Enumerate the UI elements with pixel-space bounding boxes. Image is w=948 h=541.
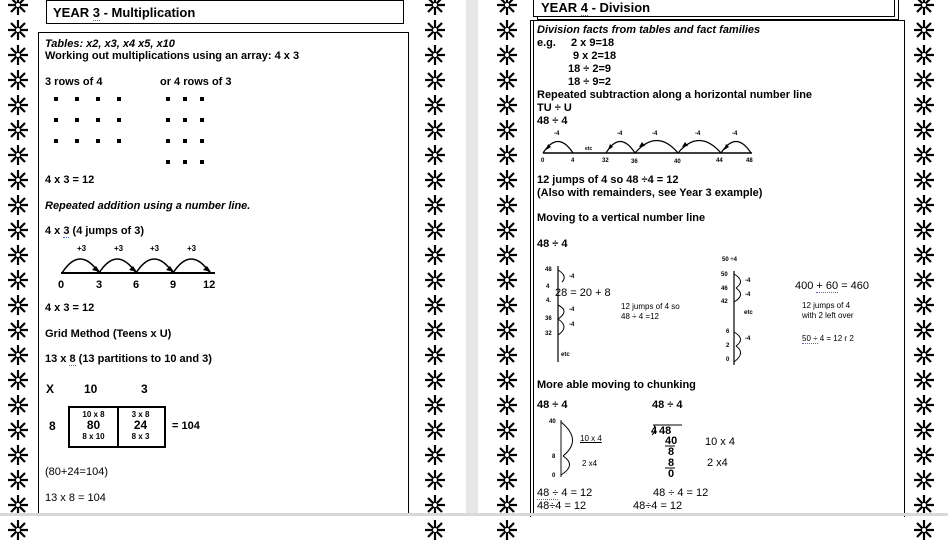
partition-prefix: 13 x: [45, 353, 70, 365]
jump-label: -4: [732, 131, 738, 137]
vline1-note-2: 48 ÷ 4 =12: [621, 312, 659, 321]
result-left-1: [537, 487, 592, 500]
title-prefix: YEAR: [541, 0, 581, 15]
left-over-2: with 2 left over: [802, 311, 854, 320]
tick-label: 6: [726, 329, 730, 335]
result-l1a: 48 ÷: [537, 487, 559, 499]
tick-label: 6: [133, 279, 140, 291]
tick-label: 40: [549, 419, 556, 425]
tick-label: 8: [552, 454, 556, 460]
jump-label: -4: [745, 336, 751, 342]
jump-label: -4: [695, 131, 701, 137]
chunk-example-left: 48 ÷ 4: [537, 399, 568, 411]
vline1-note-1: 12 jumps of 4 so: [621, 302, 680, 311]
result-l1b: 4 = 12: [558, 487, 593, 499]
tick-label: 36: [545, 316, 552, 322]
chunking-heading: More able moving to chunking: [537, 379, 696, 391]
tick-label: 4: [546, 284, 550, 290]
tick-label: 42: [721, 299, 728, 305]
example-1: 48 ÷ 4: [537, 115, 568, 127]
left-over-1: 12 jumps of 4: [802, 301, 851, 310]
jump-label: -4: [745, 278, 751, 284]
tick-label: 48: [746, 158, 753, 164]
tick-label: 4.: [546, 298, 552, 304]
vertical-heading: Moving to a vertical number line: [537, 212, 706, 224]
tick-label: 40: [674, 159, 681, 165]
jumps-result: 12 jumps of 4 so 48 ÷4 = 12: [537, 174, 679, 186]
grid-row-8: 8: [49, 419, 56, 433]
longdiv-note-1: 10 x 4: [705, 436, 735, 448]
title-num: 3: [92, 5, 100, 20]
jump-label: +3: [77, 244, 87, 253]
title-num: 4: [580, 0, 588, 15]
title-prefix: YEAR: [53, 5, 93, 20]
vline2-title: 50 ÷4: [722, 257, 737, 263]
jump-label: +3: [150, 244, 160, 253]
result-left-2: 48÷4 = 12: [537, 500, 587, 512]
chunk-example-right: 48 ÷ 4: [652, 399, 683, 411]
tick-label: 0: [58, 279, 65, 291]
tick-label: 4: [571, 158, 575, 164]
longdiv-note-2: 2 x4: [707, 457, 728, 469]
tick-label: 46: [721, 286, 728, 292]
sum-text: (80+24=104): [45, 466, 108, 478]
example-2: 48 ÷ 4: [537, 238, 568, 250]
sum-eq-c: = 460: [838, 280, 870, 292]
grid-col-10: 10: [84, 382, 98, 396]
tick-label: 0: [726, 357, 730, 363]
longdiv-dividend: 48: [659, 425, 672, 437]
cell-mid: 24: [133, 418, 148, 432]
fact-2: 9 x 2=18: [573, 50, 617, 62]
cell-mid: 80: [86, 418, 101, 432]
longdiv-step: 40: [665, 435, 678, 447]
jumps-suffix: (4 jumps of 3): [69, 225, 145, 237]
tables-text: Tables: x2, x3, x4 x5, x10: [45, 38, 175, 50]
cell-top: 10 x 8: [82, 410, 105, 419]
title-suffix: - Division: [587, 0, 651, 15]
rows-a-label: 3 rows of 4: [45, 76, 103, 88]
tick-label: 3: [96, 279, 103, 291]
result-right-1: 48 ÷ 4 = 12: [653, 487, 709, 499]
etc-label: etc: [744, 310, 753, 316]
tick-label: 12: [203, 279, 216, 291]
rem-b: 4 = 12 r 2: [817, 334, 854, 343]
tick-label: 48: [545, 267, 552, 273]
cell-bot: 8 x 3: [131, 432, 150, 441]
chunk-arc: [561, 456, 570, 475]
partition-num: 8: [69, 353, 76, 365]
jump-label: +3: [114, 244, 124, 253]
star-icon: [913, 519, 935, 541]
eg-label: e.g.: [537, 37, 556, 49]
sum-eq-a: 400: [795, 280, 817, 292]
partition-suffix: (13 partitions to 10 and 3): [75, 353, 212, 365]
grid-col-3: 3: [141, 382, 148, 396]
sum-eq-b: + 60: [816, 280, 839, 292]
star-icon: [7, 519, 29, 541]
chunk-label-2: 2 x4: [582, 459, 598, 468]
tick-label: 36: [631, 159, 638, 165]
grid-method-heading: Grid Method (Teens x U): [45, 328, 172, 340]
tick-label: 32: [545, 331, 552, 337]
overlay-equation: 28 = 20 + 8: [555, 287, 611, 299]
tick-label: 50: [721, 272, 728, 278]
array-intro: Working out multiplications using an array: 4 x 3: [45, 50, 300, 62]
result-2: 4 x 3 = 12: [45, 302, 95, 314]
longdiv-divisor: 4: [651, 425, 658, 437]
title-suffix: - Multiplication: [99, 5, 196, 20]
chunk-arc: [561, 422, 573, 456]
rows-b-label: or 4 rows of 3: [160, 76, 232, 88]
fact-4: 18 ÷ 9=2: [568, 76, 612, 88]
remainders-note: (Also with remainders, see Year 3 example): [537, 187, 763, 199]
cell-bot: 8 x 10: [82, 432, 105, 441]
jump-label: -4: [617, 131, 623, 137]
repeated-addition-heading: Repeated addition using a number line.: [45, 200, 251, 212]
jump-label: -4: [554, 131, 560, 137]
tick-label: 0: [552, 473, 556, 479]
result-right-2: 48÷4 = 12: [633, 500, 683, 512]
etc-label: etc: [561, 352, 570, 358]
etc-label: etc: [585, 146, 593, 152]
jump-label: -4: [569, 307, 575, 313]
repeated-sub-heading: Repeated subtraction along a horizontal number line: [537, 89, 813, 101]
rem-a: 50 ÷: [802, 334, 818, 343]
tick-label: 44: [716, 158, 723, 164]
jumps-num: 3: [63, 225, 70, 237]
chunk-label-1-text: 10 x 4: [580, 434, 602, 443]
final-text: 13 x 8 = 104: [45, 492, 106, 504]
tick-label: 9: [170, 279, 177, 291]
jumps-prefix: 4 x: [45, 225, 64, 237]
cell-top: 3 x 8: [131, 410, 150, 419]
jump-label: -4: [569, 322, 575, 328]
tick-label: 32: [602, 158, 609, 164]
tick-label: 0: [541, 158, 545, 164]
fact-3: 18 ÷ 2=9: [568, 63, 612, 75]
longdiv-step: 8: [668, 446, 675, 458]
longdiv-step: 0: [668, 468, 675, 480]
jump-label: +3: [187, 244, 197, 253]
star-icon: [424, 519, 446, 541]
grid-total: = 104: [172, 420, 200, 432]
chunk-label-1: [580, 434, 602, 443]
tick-label: 2: [726, 343, 730, 349]
result-1: 4 x 3 = 12: [45, 174, 95, 186]
longdiv-step: 8: [668, 457, 675, 469]
jump-label: -4: [745, 292, 751, 298]
jump-label: -4: [652, 131, 658, 137]
tu-u: TU ÷ U: [537, 102, 572, 114]
grid-x-label: X: [46, 382, 55, 396]
jump-label: -4: [569, 274, 575, 280]
star-icon: [496, 519, 518, 541]
fact-1: 2 x 9=18: [571, 37, 615, 49]
facts-heading: Division facts from tables and fact families: [537, 24, 761, 36]
